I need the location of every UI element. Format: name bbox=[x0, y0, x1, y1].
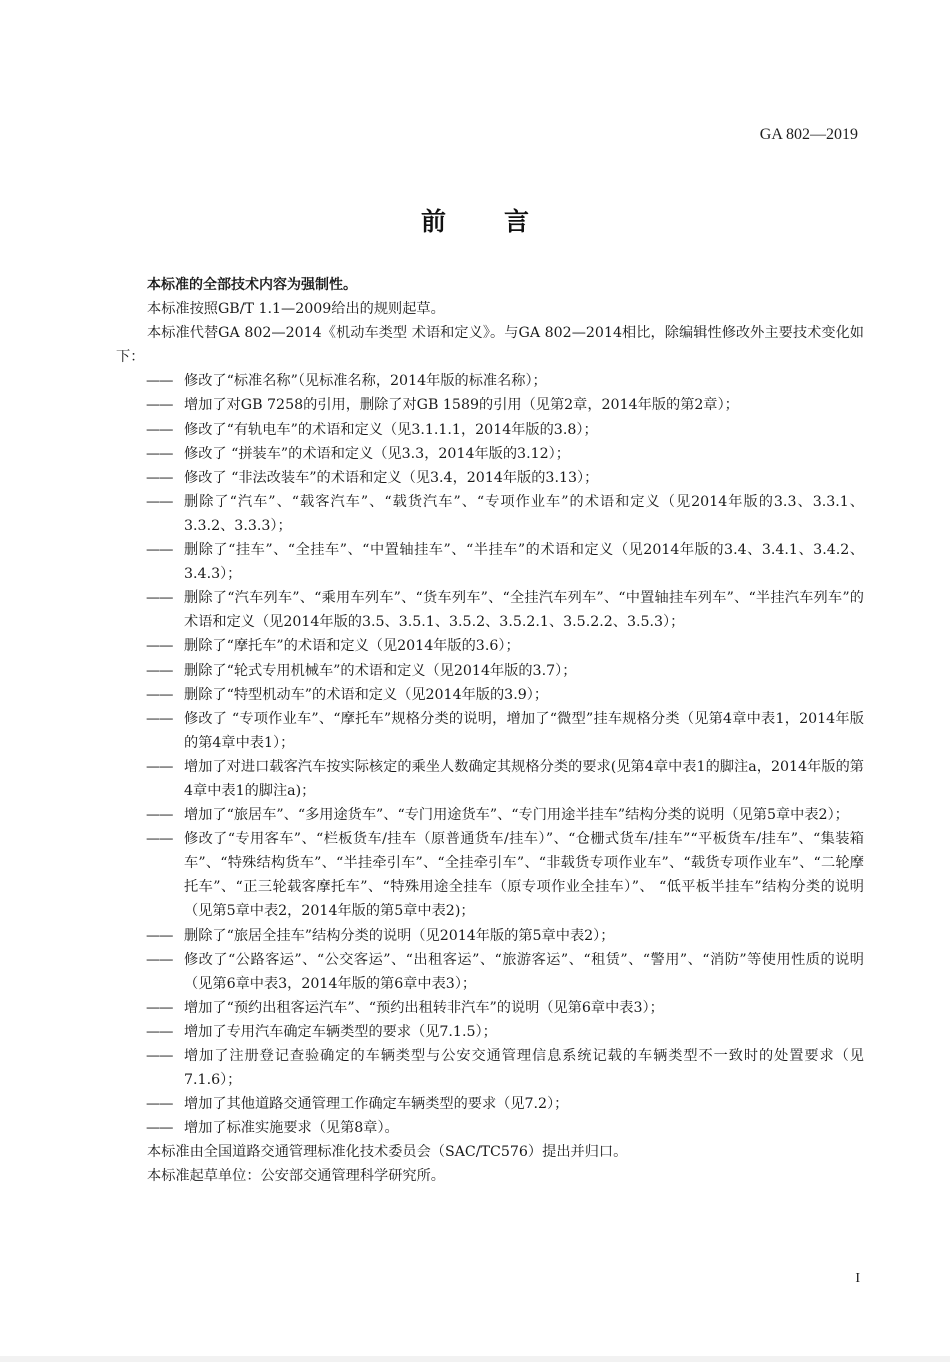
list-item-text: 修改了 “专项作业车”、“摩托车”规格分类的说明，增加了“微型”挂车规格分类（见第4章中表1，2014年版的第4章中表1）； bbox=[184, 710, 864, 751]
list-item-text: 增加了标准实施要求（见第8章）。 bbox=[184, 1120, 399, 1137]
list-item bbox=[116, 418, 864, 442]
list-item-text: 删除了“旅居全挂车”结构分类的说明（见2014年版的第5章中表2）； bbox=[184, 927, 615, 944]
dash-marker: —— bbox=[146, 662, 173, 679]
standard-number: GA 802—2019 bbox=[759, 126, 858, 143]
dash-marker: —— bbox=[146, 710, 173, 727]
dash-marker: —— bbox=[146, 831, 173, 848]
page-title: 前言 bbox=[420, 207, 587, 236]
list-item-text: 增加了其他道路交通管理工作确定车辆类型的要求（见7.2）； bbox=[184, 1096, 569, 1113]
dash-marker: —— bbox=[146, 951, 173, 968]
dash-marker: —— bbox=[146, 590, 173, 607]
list-item-text: 修改了“标准名称”（见标准名称，2014年版的标准名称）； bbox=[184, 373, 547, 390]
dash-marker: —— bbox=[146, 421, 173, 438]
list-item bbox=[116, 466, 864, 490]
list-item-text: 删除了“摩托车”的术语和定义（见2014年版的3.6）； bbox=[184, 638, 520, 655]
dash-marker: —— bbox=[146, 445, 173, 462]
replacement-paragraph: 本标准代替GA 802—2014《机动车类型 术语和定义》。与GA 802—2014相比，除编辑性修改外主要技术变化如下： bbox=[116, 325, 864, 366]
list-item-text: 删除了“挂车”、“全挂车”、“中置轴挂车”、“半挂车”的术语和定义（见2014年版的3.4、3.4.1、3.4.2、3.4.3）； bbox=[184, 542, 864, 583]
dash-marker: —— bbox=[146, 927, 173, 944]
list-item-text: 增加了“旅居车”、“多用途货车”、“专门用途货车”、“专门用途半挂车”结构分类的说明（见第5章中表2）； bbox=[184, 807, 849, 824]
list-item-text: 修改了“公路客运”、“公交客运”、“出租客运”、“旅游客运”、“租赁”、“警用”、“消防”等使用性质的说明（见第6章中表3，2014年版的第6章中表3）； bbox=[184, 951, 864, 992]
list-item bbox=[116, 538, 864, 586]
drafting-unit-paragraph: 本标准起草单位：公安部交通管理科学研究所。 bbox=[147, 1168, 445, 1185]
list-item bbox=[116, 369, 864, 393]
dash-marker: —— bbox=[146, 1048, 173, 1064]
list-item-text: 增加了对进口载客汽车按实际核定的乘坐人数确定其规格分类的要求(见第4章中表1的脚注a，2014年版的第4章中表1的脚注a)； bbox=[184, 758, 864, 799]
dash-marker: —— bbox=[146, 758, 173, 775]
list-item bbox=[116, 803, 864, 827]
list-item bbox=[116, 996, 864, 1020]
foreword-body bbox=[116, 273, 864, 1189]
change-list bbox=[116, 369, 864, 1140]
dash-marker: —— bbox=[146, 397, 173, 414]
dash-marker: —— bbox=[146, 469, 173, 486]
dash-marker: —— bbox=[146, 1023, 173, 1040]
list-item bbox=[116, 827, 864, 923]
list-item-text: 增加了专用汽车确定车辆类型的要求（见7.1.5）； bbox=[184, 1023, 497, 1040]
list-item bbox=[116, 634, 864, 658]
dash-marker: —— bbox=[146, 1120, 173, 1137]
dash-marker: —— bbox=[146, 807, 173, 824]
list-item-text: 增加了对GB 7258的引用，删除了对GB 1589的引用（见第2章，2014年版的第2章）； bbox=[184, 397, 739, 414]
list-item bbox=[116, 1092, 864, 1116]
proposing-body-paragraph: 本标准由全国道路交通管理标准化技术委员会（SAC/TC576）提出并归口。 bbox=[147, 1144, 628, 1161]
list-item-text: 修改了“有轨电车”的术语和定义（见3.1.1.1，2014年版的3.8）； bbox=[184, 421, 598, 438]
list-item-text: 修改了“专用客车”、“栏板货车/挂车（原普通货车/挂车）”、“仓栅式货车/挂车”“平板货车/挂车”、“集装箱车”、“特殊结构货车”、“半挂牵引车”、“全挂牵引车”、“非载货专项作业车”、“载货专项作业车”、“二轮摩托车”、“正三轮载客摩托车”、“特殊用途全挂车（原专项作业全挂车）”、 “低平板半挂车”结构分类的说明（见第5章中表2，2014年版的第5章中表2)； bbox=[184, 831, 864, 920]
list-item bbox=[116, 755, 864, 803]
list-item bbox=[116, 707, 864, 755]
dash-marker: —— bbox=[146, 686, 173, 703]
list-item bbox=[116, 393, 864, 417]
page-number: I bbox=[855, 1271, 860, 1286]
list-item-text: 增加了“预约出租客运汽车”、“预约出租转非汽车”的说明（见第6章中表3）； bbox=[184, 999, 664, 1016]
list-item-text: 删除了“特型机动车”的术语和定义（见2014年版的3.9）； bbox=[184, 686, 549, 703]
list-item bbox=[116, 924, 864, 948]
list-item bbox=[116, 948, 864, 996]
page-bottom-edge bbox=[0, 1356, 950, 1362]
dash-marker: —— bbox=[146, 373, 173, 390]
list-item bbox=[116, 1020, 864, 1044]
dash-marker: —— bbox=[146, 638, 173, 655]
dash-marker: —— bbox=[146, 999, 173, 1016]
list-item-text: 修改了 “非法改装车”的术语和定义（见3.4，2014年版的3.13）； bbox=[184, 469, 599, 486]
list-item bbox=[116, 1044, 864, 1092]
list-item-text: 删除了“轮式专用机械车”的术语和定义（见2014年版的3.7）； bbox=[184, 662, 577, 679]
dash-marker: —— bbox=[146, 493, 173, 510]
list-item bbox=[116, 490, 864, 538]
list-item bbox=[116, 659, 864, 683]
list-item-text: 增加了注册登记查验确定的车辆类型与公安交通管理信息系统记载的车辆类型不一致时的处置要求（见7.1.6）； bbox=[184, 1048, 864, 1089]
list-item bbox=[116, 442, 864, 466]
list-item-text: 修改了 “拼装车”的术语和定义（见3.3，2014年版的3.12）； bbox=[184, 445, 570, 462]
list-item-text: 删除了“汽车列车”、“乘用车列车”、“货车列车”、“全挂汽车列车”、“中置轴挂车列车”、“半挂汽车列车”的术语和定义（见2014年版的3.5、3.5.1、3.5.2、3.5.2.1、3.5.2.2、3.5.3）； bbox=[184, 590, 864, 631]
list-item-text: 删除了“汽车”、“载客汽车”、“载货汽车”、“专项作业车”的术语和定义（见2014年版的3.3、3.3.1、3.3.2、3.3.3）； bbox=[184, 493, 864, 534]
dash-marker: —— bbox=[146, 1096, 173, 1113]
mandatory-statement: 本标准的全部技术内容为强制性。 bbox=[147, 277, 357, 293]
list-item bbox=[116, 586, 864, 634]
list-item bbox=[116, 683, 864, 707]
list-item bbox=[116, 1116, 864, 1140]
drafting-rules-paragraph: 本标准按照GB/T 1.1—2009给出的规则起草。 bbox=[147, 301, 445, 318]
dash-marker: —— bbox=[146, 542, 173, 559]
